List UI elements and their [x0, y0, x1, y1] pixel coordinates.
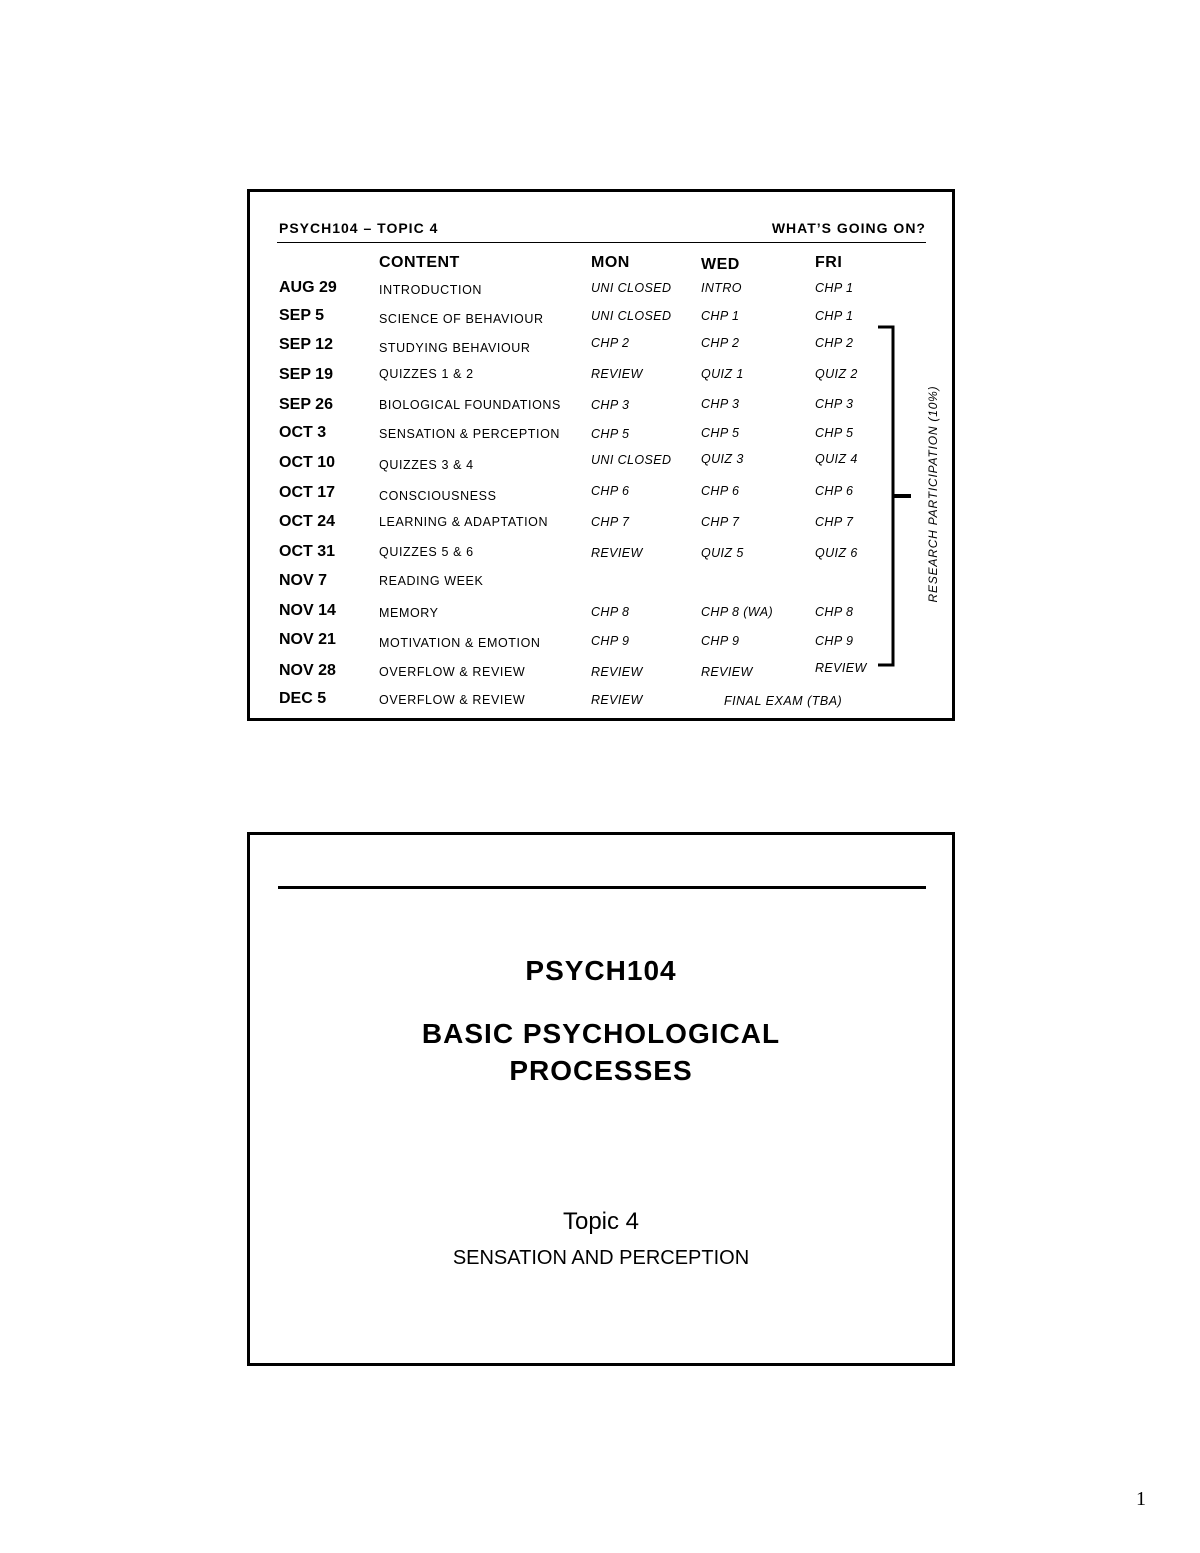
final-exam-note: FINAL EXAM (TBA) — [724, 694, 843, 708]
row-mon: UNI CLOSED — [591, 281, 672, 295]
row-content: QUIZZES 3 & 4 — [379, 458, 474, 472]
row-date: SEP 12 — [279, 336, 333, 353]
row-fri: CHP 7 — [815, 515, 854, 529]
row-wed: QUIZ 3 — [701, 452, 744, 466]
schedule-row — [250, 602, 952, 628]
row-date: NOV 21 — [279, 631, 336, 648]
row-mon: CHP 3 — [591, 398, 630, 412]
topic-number: Topic 4 — [562, 1208, 640, 1235]
schedule-row — [250, 396, 952, 422]
row-content: SCIENCE OF BEHAVIOUR — [379, 312, 544, 326]
row-date: SEP 19 — [279, 366, 333, 383]
row-date: OCT 31 — [279, 543, 336, 560]
row-mon: REVIEW — [591, 546, 643, 560]
schedule-row — [250, 543, 952, 569]
schedule-row — [250, 366, 952, 392]
column-header-content: CONTENT — [379, 254, 460, 271]
row-fri: CHP 9 — [815, 634, 854, 648]
row-wed: CHP 6 — [701, 484, 740, 498]
row-content: STUDYING BEHAVIOUR — [379, 341, 531, 355]
row-date: NOV 7 — [279, 572, 328, 589]
schedule-slide — [247, 189, 955, 721]
schedule-row — [250, 454, 952, 480]
row-date: DEC 5 — [279, 690, 327, 707]
row-mon: CHP 9 — [591, 634, 630, 648]
row-mon: REVIEW — [591, 693, 643, 707]
row-mon: CHP 6 — [591, 484, 630, 498]
row-fri: CHP 8 — [815, 605, 854, 619]
schedule-row — [250, 307, 952, 333]
column-header-fri: FRI — [815, 254, 843, 271]
row-fri: QUIZ 2 — [815, 367, 858, 381]
row-wed: QUIZ 1 — [701, 367, 744, 381]
header-rule — [277, 242, 926, 243]
row-wed: CHP 9 — [701, 634, 740, 648]
row-fri: CHP 3 — [815, 397, 854, 411]
row-wed: CHP 7 — [701, 515, 740, 529]
row-content: LEARNING & ADAPTATION — [379, 515, 549, 529]
row-content: INTRODUCTION — [379, 283, 483, 297]
row-fri: QUIZ 6 — [815, 546, 858, 560]
row-wed: CHP 2 — [701, 336, 740, 350]
row-content: MEMORY — [379, 606, 439, 620]
row-content: QUIZZES 1 & 2 — [379, 367, 474, 381]
row-wed: CHP 8 (WA) — [701, 605, 774, 619]
schedule-row — [250, 513, 952, 539]
schedule-row — [250, 279, 952, 305]
row-fri: CHP 5 — [815, 426, 854, 440]
research-bracket — [878, 322, 918, 672]
row-mon: UNI CLOSED — [591, 309, 672, 323]
row-content: READING WEEK — [379, 574, 484, 588]
course-title — [250, 1015, 952, 1089]
row-content: MOTIVATION & EMOTION — [379, 636, 541, 650]
row-wed: INTRO — [701, 281, 742, 295]
page-number: 1 — [1136, 1488, 1146, 1510]
row-content: SENSATION & PERCEPTION — [379, 427, 561, 441]
row-mon: CHP 7 — [591, 515, 630, 529]
row-date: NOV 14 — [279, 602, 336, 619]
row-mon: REVIEW — [591, 367, 643, 381]
row-date: NOV 28 — [279, 662, 336, 679]
row-mon: CHP 8 — [591, 605, 630, 619]
row-wed: REVIEW — [701, 665, 753, 679]
row-wed: CHP 1 — [701, 309, 740, 323]
row-fri: CHP 2 — [815, 336, 854, 350]
schedule-row — [250, 690, 952, 716]
course-code: PSYCH104 — [525, 955, 677, 986]
course-title-line-1: BASIC PSYCHOLOGICAL — [421, 1018, 781, 1049]
title-rule — [278, 886, 926, 889]
row-date: AUG 29 — [279, 279, 337, 296]
row-date: SEP 26 — [279, 396, 333, 413]
topic-name: SENSATION AND PERCEPTION — [452, 1247, 750, 1269]
row-wed: CHP 3 — [701, 397, 740, 411]
row-content: BIOLOGICAL FOUNDATIONS — [379, 398, 561, 412]
schedule-row — [250, 662, 952, 688]
row-date: OCT 17 — [279, 484, 336, 501]
row-date: OCT 10 — [279, 454, 336, 471]
row-fri: CHP 1 — [815, 281, 854, 295]
slide-header-right: WHAT’S GOING ON? — [771, 220, 926, 236]
row-wed: QUIZ 5 — [701, 546, 744, 560]
course-title-line-2: PROCESSES — [509, 1055, 693, 1086]
column-header-mon: MON — [591, 254, 630, 271]
row-content: QUIZZES 5 & 6 — [379, 545, 474, 559]
row-date: OCT 24 — [279, 513, 336, 530]
schedule-row — [250, 484, 952, 510]
row-mon: UNI CLOSED — [591, 453, 672, 467]
schedule-row — [250, 336, 952, 362]
schedule-row — [250, 631, 952, 657]
row-mon: REVIEW — [591, 665, 643, 679]
schedule-row — [250, 424, 952, 450]
schedule-row — [250, 572, 952, 598]
row-mon: CHP 5 — [591, 427, 630, 441]
row-wed: CHP 5 — [701, 426, 740, 440]
row-content: CONSCIOUSNESS — [379, 489, 497, 503]
row-date: OCT 3 — [279, 424, 327, 441]
row-mon: CHP 2 — [591, 336, 630, 350]
row-date: SEP 5 — [279, 307, 325, 324]
title-slide — [247, 832, 955, 1366]
row-fri: CHP 1 — [815, 309, 854, 323]
research-participation-label: RESEARCH PARTICIPATION (10%) — [926, 385, 940, 603]
row-fri: REVIEW — [815, 661, 867, 675]
row-fri: QUIZ 4 — [815, 452, 858, 466]
row-content: OVERFLOW & REVIEW — [379, 665, 526, 679]
row-content: OVERFLOW & REVIEW — [379, 693, 526, 707]
column-header-wed: WED — [701, 256, 740, 273]
slide-header-left: PSYCH104 – TOPIC 4 — [279, 220, 439, 236]
row-fri: CHP 6 — [815, 484, 854, 498]
